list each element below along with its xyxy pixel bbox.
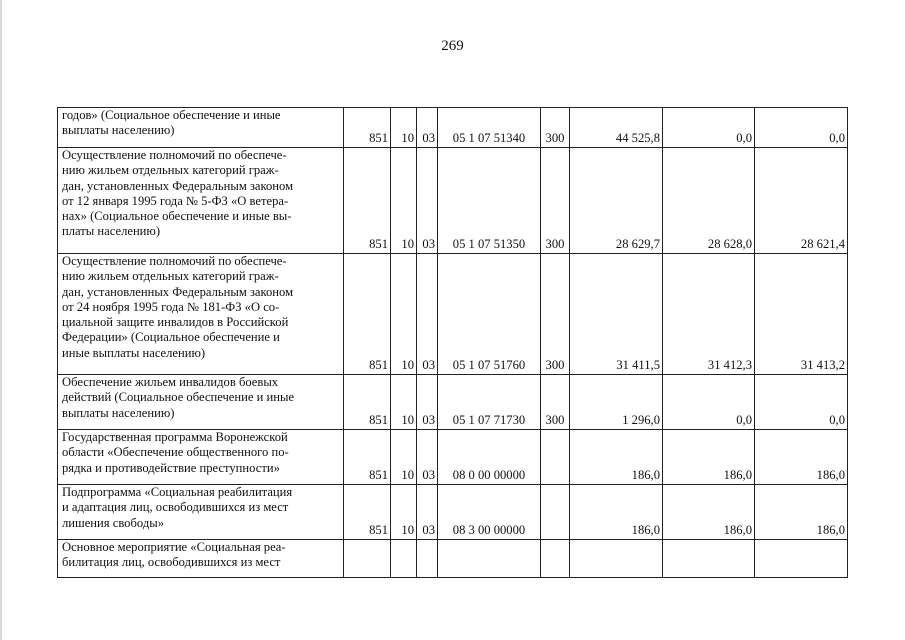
cell-amount-year-3 xyxy=(755,540,848,578)
cell-expense-type: 300 xyxy=(541,375,570,430)
cell-description xyxy=(58,148,344,254)
cell-expense-type: 300 xyxy=(541,148,570,254)
cell-section: 10 xyxy=(391,485,417,540)
cell-subsection: 03 xyxy=(417,375,438,430)
description-line: иные выплаты населению) xyxy=(62,345,206,360)
cell-grbs: 851 xyxy=(344,108,391,148)
description-line: рядка и противодействие преступности» xyxy=(62,460,280,475)
cell-grbs: 851 xyxy=(344,254,391,375)
cell-amount-year-2: 0,0 xyxy=(663,108,755,148)
page-left-edge xyxy=(0,0,2,640)
cell-description xyxy=(58,485,344,540)
cell-section: 10 xyxy=(391,148,417,254)
budget-table-body xyxy=(58,108,848,578)
description-line: циальной защите инвалидов в Российской xyxy=(62,315,289,330)
cell-amount-year-2: 186,0 xyxy=(663,430,755,485)
cell-amount-year-3: 186,0 xyxy=(755,485,848,540)
description-line: нию жильем отдельных категорий граж- xyxy=(62,163,279,178)
description-line: от 24 ноября 1995 года № 181-ФЗ «О со- xyxy=(62,299,280,314)
cell-target-article: 08 3 00 00000 xyxy=(438,485,541,540)
description-line: Федерации» (Социальное обеспечение и xyxy=(62,330,280,345)
cell-description xyxy=(58,254,344,375)
cell-section: 10 xyxy=(391,430,417,485)
cell-amount-year-2: 0,0 xyxy=(663,375,755,430)
cell-grbs: 851 xyxy=(344,430,391,485)
description-line: выплаты населению) xyxy=(62,405,175,420)
page-number: 269 xyxy=(441,38,464,54)
description-line: билитация лиц, освободившихся из мест xyxy=(62,555,281,570)
description-line: действий (Социальное обеспечение и иные xyxy=(62,390,295,405)
cell-amount-year-3: 186,0 xyxy=(755,430,848,485)
cell-subsection: 03 xyxy=(417,108,438,148)
description-line: лишения свободы» xyxy=(62,515,164,530)
cell-amount-year-2 xyxy=(663,540,755,578)
cell-target-article: 08 0 00 00000 xyxy=(438,430,541,485)
cell-description xyxy=(58,540,344,578)
description-line: Осуществление полномочий по обеспече- xyxy=(62,254,287,268)
table-row xyxy=(58,254,848,375)
description-line: Осуществление полномочий по обеспече- xyxy=(62,148,287,162)
cell-section: 10 xyxy=(391,375,417,430)
description-line: годов» (Социальное обеспечение и иные xyxy=(62,108,281,122)
cell-amount-year-3: 31 413,2 xyxy=(755,254,848,375)
cell-amount-year-3: 0,0 xyxy=(755,375,848,430)
cell-grbs: 851 xyxy=(344,485,391,540)
description-line: Подпрограмма «Социальная реабилитация xyxy=(62,485,293,499)
cell-amount-year-2: 186,0 xyxy=(663,485,755,540)
cell-grbs: 851 xyxy=(344,375,391,430)
cell-expense-type xyxy=(541,540,570,578)
description-line: Государственная программа Воронежской xyxy=(62,430,288,444)
cell-grbs: 851 xyxy=(344,148,391,254)
cell-subsection: 03 xyxy=(417,148,438,254)
cell-description xyxy=(58,375,344,430)
cell-target-article: 05 1 07 51340 xyxy=(438,108,541,148)
description-line: нию жильем отдельных категорий граж- xyxy=(62,269,279,284)
table-row xyxy=(58,485,848,540)
cell-section: 10 xyxy=(391,108,417,148)
description-line: платы населению) xyxy=(62,224,161,239)
cell-subsection: 03 xyxy=(417,485,438,540)
description-line: дан, установленных Федеральным законом xyxy=(62,284,294,299)
cell-expense-type: 300 xyxy=(541,108,570,148)
cell-grbs xyxy=(344,540,391,578)
cell-subsection xyxy=(417,540,438,578)
cell-expense-type xyxy=(541,430,570,485)
table-row xyxy=(58,540,848,578)
cell-amount-year-1: 1 296,0 xyxy=(570,375,663,430)
table-row xyxy=(58,108,848,148)
description-line: от 12 января 1995 года № 5-ФЗ «О ветера- xyxy=(62,193,289,208)
cell-amount-year-2: 28 628,0 xyxy=(663,148,755,254)
description-line: дан, установленных Федеральным законом xyxy=(62,178,294,193)
cell-amount-year-3: 28 621,4 xyxy=(755,148,848,254)
cell-target-article: 05 1 07 51350 xyxy=(438,148,541,254)
cell-subsection: 03 xyxy=(417,430,438,485)
cell-description xyxy=(58,108,344,148)
cell-description xyxy=(58,430,344,485)
cell-expense-type xyxy=(541,485,570,540)
cell-target-article: 05 1 07 51760 xyxy=(438,254,541,375)
description-line: Обеспечение жильем инвалидов боевых xyxy=(62,375,279,389)
cell-expense-type: 300 xyxy=(541,254,570,375)
table-row xyxy=(58,375,848,430)
table-row xyxy=(58,148,848,254)
cell-amount-year-1: 28 629,7 xyxy=(570,148,663,254)
description-line: нах» (Социальное обеспечение и иные вы- xyxy=(62,209,292,224)
description-line: и адаптация лиц, освободившихся из мест xyxy=(62,500,289,515)
cell-amount-year-1: 31 411,5 xyxy=(570,254,663,375)
cell-amount-year-2: 31 412,3 xyxy=(663,254,755,375)
description-line: Основное мероприятие «Социальная реа- xyxy=(62,540,286,554)
cell-amount-year-1: 44 525,8 xyxy=(570,108,663,148)
cell-amount-year-1: 186,0 xyxy=(570,485,663,540)
budget-table xyxy=(57,107,848,578)
cell-subsection: 03 xyxy=(417,254,438,375)
cell-target-article: 05 1 07 71730 xyxy=(438,375,541,430)
description-line: области «Обеспечение общественного по- xyxy=(62,445,289,460)
description-line: выплаты населению) xyxy=(62,123,175,138)
cell-amount-year-3: 0,0 xyxy=(755,108,848,148)
table-row xyxy=(58,430,848,485)
cell-amount-year-1: 186,0 xyxy=(570,430,663,485)
cell-amount-year-1 xyxy=(570,540,663,578)
cell-section xyxy=(391,540,417,578)
cell-section: 10 xyxy=(391,254,417,375)
cell-target-article xyxy=(438,540,541,578)
